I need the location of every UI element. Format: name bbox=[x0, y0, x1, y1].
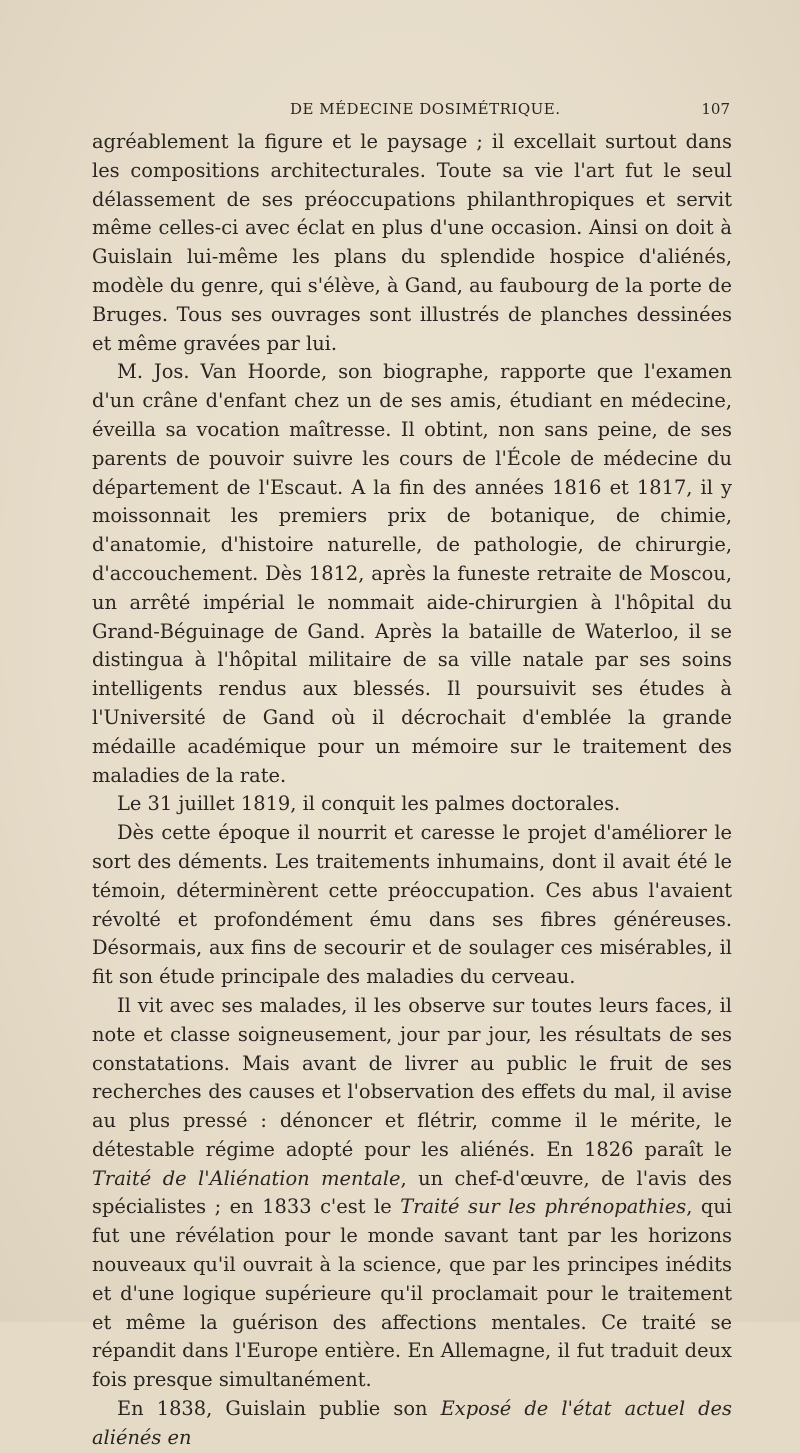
paragraph-3: Le 31 juillet 1819, il conquit les palmes doctorales. bbox=[117, 792, 621, 816]
paragraph-5-text-3: , qui fut une révélation pour le monde savant tant par les horizons nouveaux qu'il ouvrait à la science, que par les principes inédits et d'une logique supérieure qu'il proclamait pour le traitement et même la guérison des affections mentales. Ce traité se répandit dans l'Europe entière. En Allemagne, il fut traduit deux fois presque simultanément. bbox=[92, 1195, 733, 1392]
body-text bbox=[92, 128, 732, 1453]
paragraph-4: Dès cette époque il nourrit et caresse le projet d'améliorer le sort des déments. Les traitements inhumains, dont il avait été le témoin, déterminèrent cette préoccupation. Ces abus l'avaient révolté et profondément ému dans ses fibres généreuses. Désormais, aux fins de secourir et de soulager ces misérables, il fit son étude principale des maladies du cerveau. bbox=[92, 821, 732, 989]
book-title-phrenopathies: Traité sur les phrénopathies bbox=[400, 1195, 687, 1219]
paragraph-6-text-1: En 1838, Guislain publie son bbox=[117, 1397, 441, 1421]
page-number: 107 bbox=[701, 100, 730, 118]
running-header bbox=[90, 100, 730, 124]
book-title-alienation-mentale: Traité de l'Aliénation mentale bbox=[92, 1166, 401, 1190]
paragraph-5-text-1: Il vit avec ses malades, il les observe sur toutes leurs faces, il note et classe soigneusement, jour par jour, les résultats de ses constatations. Mais avant de livrer au public le fruit de ses recherches des causes et l'observation des effets du mal, il avise au plus pressé : dénoncer et flétrir, comme il le mérite, le détestable régime adopté pour les aliénés. En 1826 paraît le bbox=[92, 993, 732, 1161]
book-title-expose: Exposé de l'état actuel des aliénés en bbox=[92, 1397, 732, 1449]
paragraph-1: agréablement la figure et le paysage ; il excellait surtout dans les compositions architecturales. Toute sa vie l'art fut le seul délassement de ses préoccupations philanthropiques et servit même celles-ci avec éclat en plus d'une occasion. Ainsi on doit à Guislain lui-même les plans du splendide hospice d'aliénés, modèle du genre, qui s'élève, à Gand, au faubourg de la porte de Bruges. Tous ses ouvrages sont illustrés de planches dessinées et même gravées par lui. bbox=[92, 130, 732, 355]
running-title: DE MÉDECINE DOSIMÉTRIQUE. bbox=[290, 100, 561, 118]
paragraph-5-text-2: , un chef-d'œuvre, de l'avis des spécialistes ; en 1833 c'est le bbox=[92, 1166, 732, 1219]
paragraph-2: M. Jos. Van Hoorde, son biographe, rapporte que l'examen d'un crâne d'enfant chez un de ses amis, étudiant en médecine, éveilla sa vocation maîtresse. Il obtint, non sans peine, de ses parents de pouvoir suivre les cours de l'École de médecine du département de l'Escaut. A la fin des années 1816 et 1817, il y moissonnait les premiers prix de botanique, de chimie, d'anatomie, d'histoire naturelle, de pathologie, de chirurgie, d'accouchement. Dès 1812, après la funeste retraite de Moscou, un arrêté impérial le nommait aide-chirurgien à l'hôpital du Grand-Béguinage de Gand. Après la bataille de Waterloo, il se distingua à l'hôpital militaire de sa ville natale par ses soins intelligents rendus aux blessés. Il poursuivit ses études à l'Université de Gand où il décrochait d'emblée la grande médaille académique pour un mémoire sur le traitement des maladies de la rate. bbox=[92, 360, 732, 787]
paragraph-5 bbox=[92, 992, 732, 1395]
paragraph-6 bbox=[92, 1395, 732, 1453]
